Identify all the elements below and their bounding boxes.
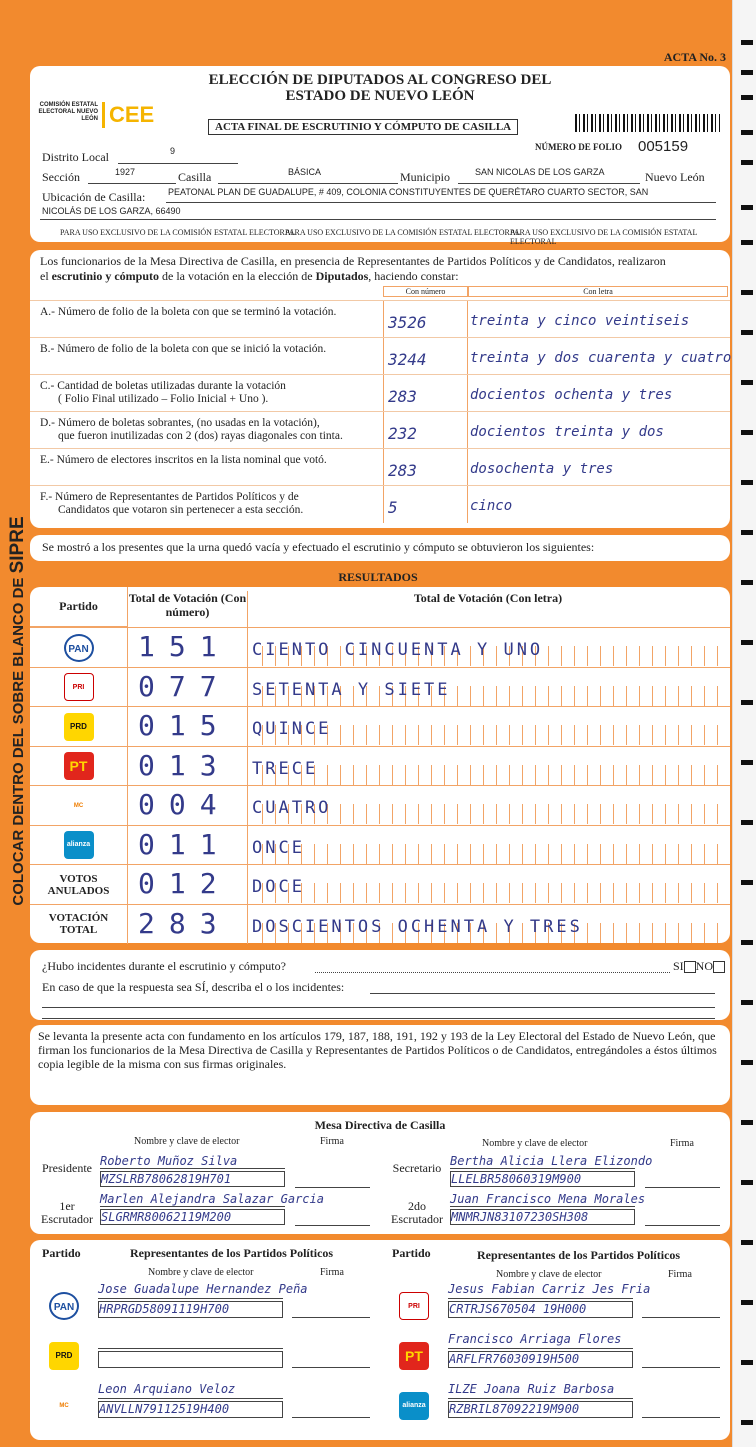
signature-field[interactable] [642,1384,720,1418]
item-label-2: que fueron inutilizadas con 2 (dos) rayas diagonales con tinta. [58,430,343,442]
header-panel [30,66,730,246]
item-num[interactable]: 3244 [388,350,427,369]
result-party-cell [30,707,128,746]
result-num[interactable]: 151 [138,630,231,663]
rep-party-cell [394,1387,434,1425]
incidentes-describe: En caso de que la respuesta sea SÍ, describa el o los incidentes: [42,980,345,994]
rep-clave[interactable]: ANVLLN79112519H400 [98,1401,283,1418]
footer-note-3: PARA USO EXCLUSIVO DE LA COMISIÓN ESTATAL ELECTORAL [510,228,698,246]
mesa-col-nombre-left: Nombre y clave de elector [134,1136,240,1147]
result-row [30,904,730,943]
footer-note-1: PARA USO EXCLUSIVO DE LA COMISIÓN ESTATAL ELECTORAL [60,228,296,237]
reps-col-firma-right: Firma [668,1269,692,1280]
result-row [30,706,730,745]
item-letra[interactable]: docientos treinta y dos [470,424,664,440]
party-logo-icon: PRI [64,673,94,701]
result-num[interactable]: 013 [138,748,231,782]
rep-party-cell [44,1287,84,1325]
item-letra[interactable]: treinta y cinco veintiseis [470,313,690,329]
official-role: 2do Escrutador [391,1199,443,1226]
item-row [30,300,730,337]
col-total-letra-header: Total de Votación (Con letra) [413,591,563,605]
result-num[interactable]: 283 [138,906,231,940]
result-letra[interactable]: DOSCIENTOS OCHENTA Y TRES [252,916,583,937]
mesa-col-nombre-right: Nombre y clave de elector [482,1138,588,1149]
rep-name[interactable]: Jose Guadalupe Hernandez Peña [98,1282,283,1299]
result-party-cell [30,786,128,825]
intro-text-b: escrutinio y cómputo [51,269,159,283]
party-logo-icon: PT [399,1342,429,1370]
result-letra-boxes [250,751,728,785]
casilla-label: Casilla [178,170,212,184]
reps-panel [30,1240,730,1440]
item-label: C.- Cantidad de boletas utilizadas durante la votación [40,380,286,392]
urna-text: Se mostró a los presentes que la urna quedó vacía y efectuado el escrutinio y cómputo se obtuvieron los siguientes: [42,540,595,554]
no-checkbox[interactable] [713,961,725,973]
item-letra[interactable]: treinta y dos cuarenta y cuatro [470,350,732,366]
item-label-2: Candidatos que votaron sin pertenecer a esta sección. [58,504,304,516]
item-num[interactable]: 5 [388,498,398,517]
si-checkbox[interactable] [684,961,696,973]
party-logo-icon: alianza [399,1392,429,1420]
result-row [30,864,730,903]
incidentes-panel [30,950,730,1020]
signature-field[interactable] [642,1284,720,1318]
incidentes-question: ¿Hubo incidentes durante el escrutinio y cómputo? [42,959,286,973]
party-logo-icon: PAN [64,634,94,662]
rep-party-cell [44,1387,84,1425]
result-party-cell [30,747,128,786]
cee-org-small: COMISIÓN ESTATAL ELECTORAL NUEVO LEÓN [38,102,98,122]
item-num[interactable]: 232 [388,424,417,443]
title-line-1: ELECCIÓN DE DIPUTADOS AL CONGRESO DEL [208,72,552,88]
signature-field[interactable] [292,1284,370,1318]
legal-panel [30,1025,730,1105]
casilla-value: BÁSICA [288,167,322,177]
signature-field[interactable] [292,1334,370,1368]
party-logo-icon: MC [64,792,94,820]
item-label: B.- Número de folio de la boleta con que se inició la votación. [40,343,327,355]
result-num[interactable]: 077 [138,669,231,703]
item-row [30,485,730,522]
folio-label: NÚMERO DE FOLIO [535,142,623,152]
mesa-col-firma-left: Firma [320,1136,344,1147]
result-letra-boxes [250,869,728,903]
reps-title-left: Representantes de los Partidos Políticos [130,1246,334,1260]
col-partido-header: Partido [30,587,128,627]
result-party-cell [30,668,128,707]
result-num[interactable]: 004 [138,788,231,821]
no-label: NO [695,959,714,973]
reps-title-right: Representantes de los Partidos Políticos [477,1248,681,1262]
signature-field[interactable] [295,1156,370,1188]
intro-line-1: Los funcionarios de la Mesa Directiva de Casilla, en presencia de Representantes de Partidos Políticos y de Candidatos, realizaron [40,254,666,268]
cee-logo: CEE [102,102,154,128]
official-role: 1er Escrutador [41,1199,93,1226]
rep-name[interactable]: Francisco Arriaga Flores [448,1332,633,1349]
result-party-cell [30,826,128,865]
result-num[interactable]: 015 [138,709,231,742]
official-clave[interactable]: MNMRJN83107230SH308 [450,1209,635,1225]
item-row [30,337,730,374]
reps-col-partido-left: Partido [42,1246,81,1260]
sidebar-instruction [0,470,34,970]
rep-clave[interactable]: ARFLFR76030919H500 [448,1351,633,1368]
title-line-2: ESTADO DE NUEVO LEÓN [285,88,475,104]
party-logo-icon: alianza [64,831,94,859]
item-letra[interactable]: docientos ochenta y tres [470,387,673,403]
party-logo-icon: PAN [49,1292,79,1320]
col-total-num-header: Total de Votación (Con número) [128,591,248,627]
urna-panel [30,535,730,561]
result-letra[interactable]: TRECE [252,758,319,779]
official-name[interactable]: Juan Francisco Mena Morales [450,1192,646,1206]
intro-line-2 [40,269,459,284]
item-num[interactable]: 283 [388,461,417,480]
result-party-label: VOTOS ANULADOS [47,872,110,897]
signature-field[interactable] [645,1194,720,1226]
acta-subtitle: ACTA FINAL DE ESCRUTINIO Y CÓMPUTO DE CASILLA [208,119,518,135]
ubicacion-label: Ubicación de Casilla: [42,190,146,204]
result-party-cell [30,865,128,904]
result-letra[interactable]: CIENTO CINCUENTA Y UNO [252,640,544,660]
signature-field[interactable] [295,1194,370,1226]
barcode [575,114,720,132]
result-row [30,627,730,666]
item-row [30,374,730,411]
acta-number: ACTA No. 3 [663,50,726,64]
municipio-label: Municipio [400,170,450,184]
item-num[interactable]: 283 [388,387,417,406]
reps-col-partido-right: Partido [392,1246,431,1260]
col-letra-header: Con letra [468,286,728,297]
result-letra[interactable]: ONCE [252,837,305,858]
seccion-value: 1927 [115,167,136,177]
item-letra[interactable]: dosochenta y tres [470,461,614,477]
item-row [30,448,730,485]
official-role: Secretario [392,1161,442,1175]
mesa-panel [30,1112,730,1234]
resultados-title: RESULTADOS [338,570,418,584]
rep-clave[interactable]: CRTRJS670504 19H000 [448,1301,633,1318]
official-clave[interactable]: LLELBR58060319M900 [450,1171,635,1187]
folio-value: 005159 [638,138,689,155]
item-num[interactable]: 3526 [388,313,427,332]
rep-name[interactable] [98,1332,283,1349]
rep-party-cell [394,1287,434,1325]
rep-name[interactable]: Jesus Fabian Carriz Jes Fria [448,1282,633,1299]
item-row [30,411,730,448]
distrito-label: Distrito Local [42,150,109,164]
result-row [30,785,730,824]
estado-label: Nuevo León [645,170,705,184]
intro-text-e: , haciendo constar: [368,269,459,283]
result-num[interactable]: 012 [138,867,231,900]
sidebar-sipre: SIPRE [7,516,28,574]
footer-note-2: PARA USO EXCLUSIVO DE LA COMISIÓN ESTATAL ELECTORAL [285,228,521,237]
rep-name[interactable]: ILZE Joana Ruiz Barbosa [448,1382,633,1399]
resultados-panel [30,587,730,943]
mesa-title: Mesa Directiva de Casilla [314,1118,446,1132]
result-row [30,825,730,864]
result-party-cell [30,905,128,944]
result-row [30,667,730,706]
result-letra[interactable]: CUATRO [252,798,332,818]
ubicacion-line-2: NICOLÁS DE LOS GARZA, 66490 [42,206,181,216]
item-label: D.- Número de boletas sobrantes, (no usadas en la votación), [40,417,320,429]
party-logo-icon: PT [64,752,94,780]
si-label: SI [673,959,684,973]
item-letra[interactable]: cinco [470,498,513,514]
item-label: E.- Número de electores inscritos en la lista nominal que votó. [40,454,327,466]
rep-party-cell [394,1337,434,1375]
party-logo-icon: PRD [49,1342,79,1370]
official-name[interactable]: Roberto Muñoz Silva [100,1154,285,1169]
signature-field[interactable] [645,1156,720,1188]
result-letra[interactable]: SETENTA Y SIETE [252,679,451,700]
party-logo-icon: PRD [64,713,94,741]
reps-col-nombre-right: Nombre y clave de elector [496,1269,602,1280]
reps-col-firma-left: Firma [320,1267,344,1278]
rep-party-cell [44,1337,84,1375]
intro-text-d: Diputados [315,269,369,283]
mesa-col-firma-right: Firma [670,1138,694,1149]
item-label: A.- Número de folio de la boleta con que se terminó la votación. [40,306,337,318]
reps-col-nombre-left: Nombre y clave de elector [148,1267,254,1278]
official-clave[interactable]: SLGRMR80062119M200 [100,1209,285,1225]
col-num-header: Con número [383,286,468,297]
result-num[interactable]: 011 [138,827,231,861]
result-letra[interactable]: DOCE [252,877,305,897]
item-label: F.- Número de Representantes de Partidos Políticos y de [40,491,299,503]
sidebar-text: COLOCAR DENTRO DEL SOBRE BLANCO DE [10,577,27,906]
municipio-value: SAN NICOLAS DE LOS GARZA [475,167,605,177]
distrito-value: 9 [170,146,176,156]
official-name[interactable]: Bertha Alicia Llera Elizondo [450,1154,653,1168]
right-barcode-strip [732,0,756,1447]
rep-clave[interactable]: RZBRIL87092219M900 [448,1401,633,1418]
item-label-2: ( Folio Final utilizado – Folio Inicial + Uno ). [58,393,269,405]
result-letra[interactable]: QUINCE [252,719,332,739]
official-clave[interactable]: MZSLRB78062819H701 [100,1171,285,1187]
result-letra-boxes [250,830,728,864]
rep-clave[interactable] [98,1351,283,1368]
signature-field[interactable] [642,1334,720,1368]
party-logo-icon: PRI [399,1292,429,1320]
seccion-label: Sección [42,170,80,184]
result-row [30,746,730,785]
legal-text: Se levanta la presente acta con fundamento en los artículos 179, 187, 188, 191, 192 y 193 de la Ley Electoral del Estado de Nuevo León, que firman los funcionarios de la Mesa Directiva de Casilla y Representantes de Partidos Políticos o de Candidatos, entregándoles a éstos últimos copia legible de la misma con sus firmas originales. [38,1029,717,1071]
intro-text-a: el [40,269,52,283]
conteo-panel [30,250,730,528]
intro-text-c: de la votación en la elección de [159,269,316,283]
official-name[interactable]: Marlen Alejandra Salazar Garcia [100,1192,324,1206]
result-party-cell [30,628,128,667]
ubicacion-line-1: PEATONAL PLAN DE GUADALUPE, # 409, COLONIA CONSTITUYENTES DE QUERÉTARO CUARTO SECTOR, SAN [168,187,649,197]
result-party-label: VOTACIÓN TOTAL [48,912,109,936]
rep-clave[interactable]: HRPRGD58091119H700 [98,1301,283,1318]
official-role: Presidente [42,1161,92,1175]
party-logo-icon: MC [49,1392,79,1420]
rep-name[interactable]: Leon Arquiano Veloz [98,1382,283,1399]
signature-field[interactable] [292,1384,370,1418]
